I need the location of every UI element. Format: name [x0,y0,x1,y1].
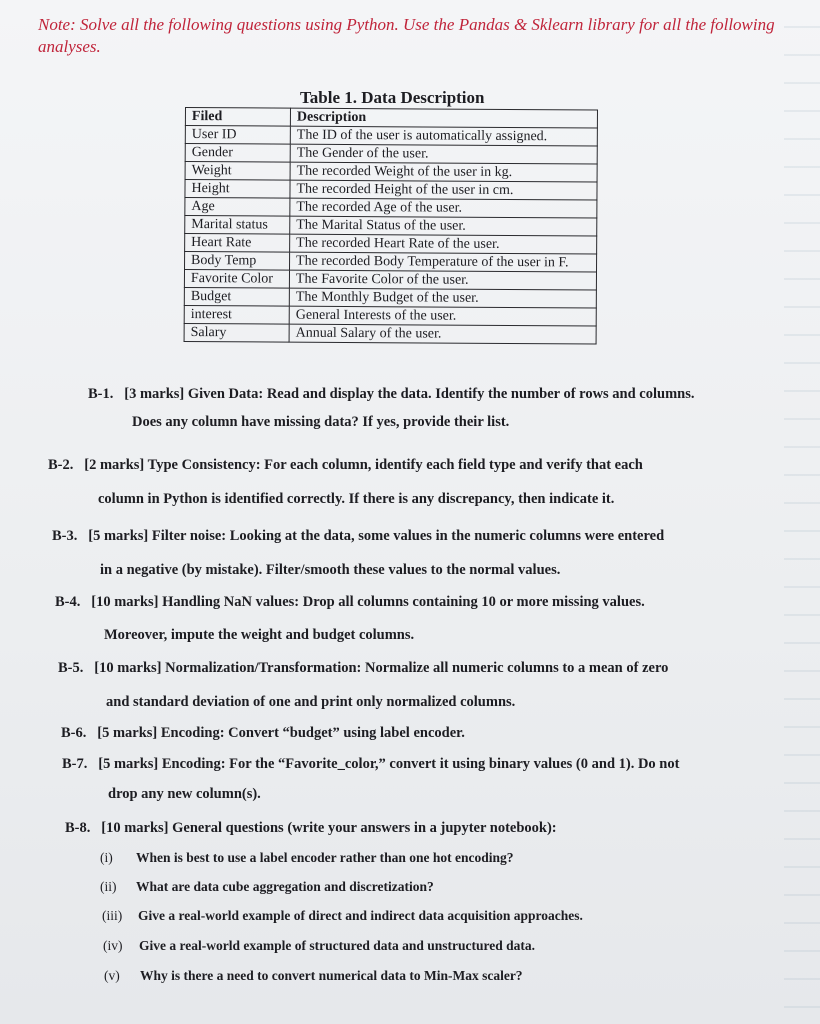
question-b4 [55,594,645,611]
subquestion-number: (ii) [100,879,117,894]
table-title: Table 1. Data Description [300,88,485,107]
question-label: B-8. [65,820,91,836]
subquestion-text: What are data cube aggregation and discretization? [136,879,434,894]
cell-field: User ID [185,126,290,145]
cell-description: The recorded Heart Rate of the user. [290,234,597,254]
cell-description: The recorded Height of the user in cm. [290,180,597,200]
question-text: [5 marks] Filter noise: Looking at the data, some values in the numeric columns were entered [88,528,665,544]
cell-description: The ID of the user is automatically assigned. [290,126,597,146]
question-b1 [88,386,695,403]
question-text: [3 marks] Given Data: Read and display the data. Identify the number of rows and columns. [124,386,695,402]
question-label: B-7. [62,756,88,772]
cell-field: Budget [184,287,289,306]
question-b7-continuation: drop any new column(s). [108,786,261,802]
header-field: Filed [185,108,290,127]
table-row [185,234,597,255]
question-b3 [52,528,664,545]
cell-field: interest [184,305,289,324]
cell-field: Height [185,180,290,199]
cell-field: Age [185,198,290,217]
question-text: [10 marks] Handling NaN values: Drop all columns containing 10 or more missing values. [91,594,645,610]
subquestion-i [100,850,514,866]
subquestion-v [104,968,523,984]
question-b5 [58,660,668,677]
question-text: [5 marks] Encoding: Convert “budget” using label encoder. [97,725,465,741]
question-b1-continuation: Does any column have missing data? If yes, provide their list. [132,414,510,430]
cell-description: The Favorite Color of the user. [289,270,596,290]
question-label: B-4. [55,594,81,610]
subquestion-text: Why is there a need to convert numerical data to Min-Max scaler? [140,968,523,983]
table-row [185,252,597,273]
subquestion-number: (v) [104,968,120,983]
question-text: [10 marks] Normalization/Transformation: Normalize all numeric columns to a mean of zero [94,660,669,676]
question-label: B-3. [52,528,78,544]
cell-field: Marital status [185,216,290,235]
subquestion-ii [100,879,434,895]
note-text: Note: Solve all the following questions using Python. Use the Pandas & Sklearn library for all the following analyses. [38,15,775,56]
question-label: B-1. [88,386,114,402]
question-label: B-5. [58,660,84,676]
cell-field: Salary [184,323,289,342]
question-label: B-6. [61,725,87,741]
subquestion-number: (iii) [102,908,123,923]
question-b4-continuation: Moreover, impute the weight and budget columns. [104,627,415,643]
question-b2-continuation: column in Python is identified correctly. If there is any discrepancy, then indicate it. [98,491,615,507]
cell-description: The recorded Weight of the user in kg. [290,162,597,182]
cell-description: General Interests of the user. [289,306,596,326]
background-screen-lines [784,0,820,1024]
cell-field: Favorite Color [184,270,289,289]
cell-description: The recorded Age of the user. [290,198,597,218]
question-b5-continuation: and standard deviation of one and print only normalized columns. [106,694,516,710]
cell-field: Weight [185,162,290,181]
subquestion-text: Give a real-world example of direct and indirect data acquisition approaches. [138,908,583,923]
question-b6 [61,725,465,742]
question-b8 [65,820,557,837]
question-b7 [62,756,679,773]
table-row [185,216,597,237]
header-description: Description [290,108,597,128]
table-row [184,270,596,291]
question-text: [10 marks] General questions (write your answers in a jupyter notebook): [101,820,557,836]
cell-description: The Marital Status of the user. [290,216,597,236]
subquestion-number: (iv) [103,938,123,953]
subquestion-text: Give a real-world example of structured data and unstructured data. [139,938,535,953]
question-text: [2 marks] Type Consistency: For each column, identify each field type and verify that each [84,457,643,473]
subquestion-iv [103,938,535,954]
question-b3-continuation: in a negative (by mistake). Filter/smooth these values to the normal values. [100,562,561,578]
data-description-table [184,107,598,345]
subquestion-text: When is best to use a label encoder rather than one hot encoding? [136,850,514,865]
question-label: B-2. [48,457,74,473]
table-row [184,323,596,344]
question-text: [5 marks] Encoding: For the “Favorite_color,” convert it using binary values (0 and 1). Do not [98,756,680,772]
cell-description: The recorded Body Temperature of the user in F. [290,252,597,272]
cell-description: Annual Salary of the user. [289,324,596,344]
cell-description: The Gender of the user. [290,144,597,164]
question-b2 [48,457,643,474]
subquestion-iii [102,908,583,924]
cell-field: Gender [185,144,290,163]
subquestion-number: (i) [100,850,113,865]
cell-field: Heart Rate [185,234,290,253]
cell-description: The Monthly Budget of the user. [289,288,596,308]
cell-field: Body Temp [185,252,290,271]
